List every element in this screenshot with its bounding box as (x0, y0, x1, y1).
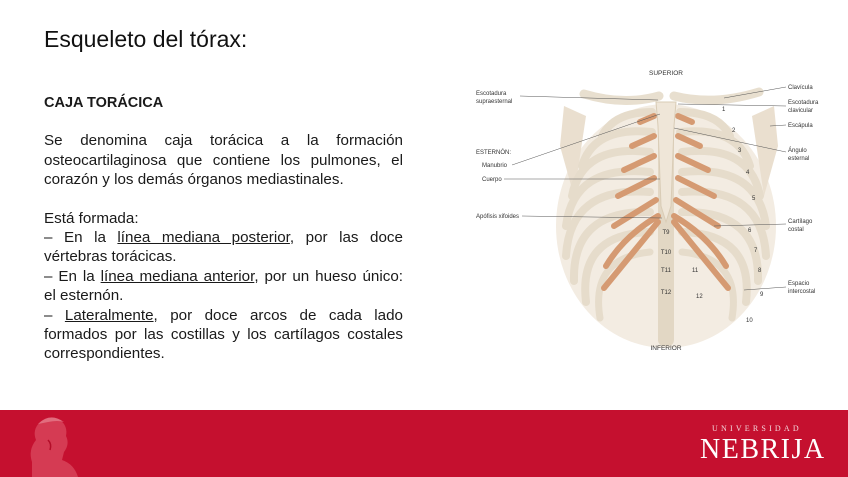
rib-number: 9 (760, 292, 764, 298)
leader-line (678, 104, 786, 106)
list-item-lateral (44, 306, 403, 364)
vertebra-label-t11: T11 (661, 268, 671, 274)
vertebra-label-t10: T10 (660, 250, 672, 256)
label-angulo-esternal: Ángulo (788, 148, 807, 154)
label-esternon: ESTERNÓN: (476, 150, 512, 156)
rib-number: 5 (752, 196, 756, 202)
label-espacio-intercostal-2: intercostal (788, 289, 816, 295)
rib-number: 11 (692, 268, 699, 274)
list-item-prefix: – (44, 306, 65, 324)
rib-number: 10 (746, 318, 753, 324)
logo-nebrija: NEBRIJA (700, 434, 826, 465)
list-item-posterior (44, 228, 403, 267)
slide-title: Esqueleto del tórax: (44, 26, 248, 52)
rib-number: 4 (746, 170, 750, 176)
section-subheading: CAJA TORÁCICA (44, 95, 164, 111)
label-escotadura-clavicular: Escotadura (788, 100, 819, 106)
nebrija-portrait-icon (18, 410, 88, 477)
label-angulo-esternal-2: esternal (788, 156, 810, 162)
list-item-text: , por un hueso único: el esternón. (44, 267, 403, 305)
rib-number: 1 (722, 107, 726, 113)
rib-number: 3 (738, 148, 742, 154)
inferior-label: INFERIOR (650, 345, 682, 352)
label-apofisis-xifoides: Apófisis xifoides (476, 214, 520, 220)
label-escotadura-supraesternal-2: supraesternal (476, 99, 513, 105)
list-item-text: , por doce arcos de cada lado formados por las costillas y los cartílagos costales correspondientes. (44, 306, 403, 363)
list-item-prefix: – En la (44, 267, 101, 285)
underlined-term: línea mediana posterior (117, 229, 290, 247)
label-cuerpo: Cuerpo (482, 177, 502, 183)
label-escotadura-clavicular-2: clavicular (788, 108, 814, 114)
intro-paragraph: Se denomina caja torácica a la formación osteocartilaginosa que contiene los pulmones, el corazón y los demás órganos mediastinales. (44, 132, 403, 189)
rib-number: 8 (758, 268, 762, 274)
vertebra-label-t9: T9 (662, 230, 670, 236)
superior-label: SUPERIOR (649, 70, 683, 77)
logo-universidad: UNIVERSIDAD (712, 424, 802, 433)
thorax-skeleton-illustration (474, 66, 824, 356)
rib-number: 2 (732, 128, 736, 134)
formed-by-label: Está formada: (44, 209, 139, 227)
rib-number: 6 (748, 228, 752, 234)
footer-bar (0, 410, 848, 477)
list-item-text: , por las doce vértebras torácicas. (44, 229, 403, 266)
vertebra-label-t12: T12 (660, 290, 672, 296)
paragraph-gap (44, 190, 403, 209)
label-escotadura-supraesternal: Escotadura (476, 91, 507, 97)
rib-number: 7 (754, 248, 758, 254)
label-escapula: Escápula (788, 123, 813, 129)
underlined-term: línea mediana anterior (100, 267, 255, 285)
list-item-anterior (44, 267, 403, 306)
label-clavicula: Clavícula (788, 85, 813, 91)
list-item-prefix: – En la (44, 229, 118, 247)
underlined-term: Lateralmente (64, 306, 154, 324)
label-espacio-intercostal: Espacio (788, 281, 810, 287)
clavicle-right (674, 92, 759, 100)
label-cartilago-costal-2: costal (788, 227, 804, 233)
rib-number: 12 (696, 294, 703, 300)
label-cartilago-costal: Cartílago (788, 219, 813, 225)
label-manubrio: Manubrio (482, 163, 508, 169)
content-block (44, 94, 403, 364)
